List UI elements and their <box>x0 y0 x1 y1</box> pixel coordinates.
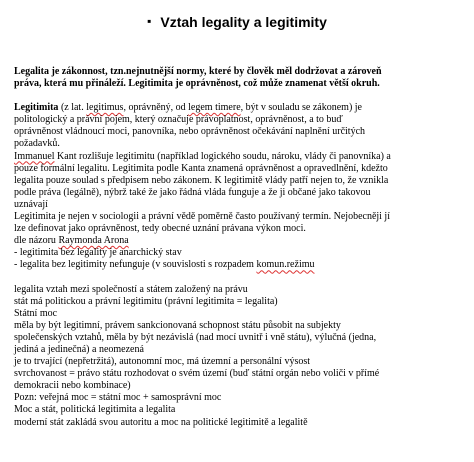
text-line: společenských vztahů, měla by být nezávislá (nad mocí uvnitř i vně státu), výlučná (jedna, <box>14 331 377 343</box>
text-span: , oprávněný, od <box>123 102 189 114</box>
intro-line-2: práva, která mu přináleží. Legitimita je oprávněnost, což může znamenat větší okruh. <box>14 78 380 90</box>
page-title: Vztah legality a legitimity <box>160 14 327 30</box>
text-span: dle názoru <box>14 235 59 247</box>
text-line: legalita vztah mezi společností a státem založený na právu <box>14 283 248 295</box>
latin-term-legem-timere: legem timere <box>188 102 241 114</box>
text-line: je to trvající (nepřetržitá), autonomní moc, má územní a personální výsost <box>14 356 311 368</box>
text-line: demokracii nebo kombinace) <box>14 380 131 392</box>
term-legitimita: Legitimita <box>14 102 59 114</box>
intro-paragraph <box>14 66 458 90</box>
text-line: stát má politickou a právní legitimitu (právní legitimita = legalita) <box>14 295 278 307</box>
name-raymond-aron: Raymonda Arona <box>58 235 129 247</box>
text-line: oprávněnost vládnoucí moci, panovníka, nebo oprávněnost očekávání naplnění určitých <box>14 126 366 138</box>
intro-line-1: Legalita je zákonnost, tzn.nejnutnější normy, které by člověk měl dodržovat a zároveň <box>14 66 382 77</box>
text-line: legalita pouze soulad s předpisem nebo zákonem. K legitimitě vlády patří nejen to, že vznikla <box>14 174 389 186</box>
text-line: měla by být legitimní, právem sankcionovaná schopnost státu působit na subjekty <box>14 319 341 331</box>
state-power-paragraph <box>14 284 458 429</box>
text-line: moderní stát zakládá svou autoritu a moc na politické legitimitě a legalitě <box>14 416 308 428</box>
text-span: (z lat. <box>58 102 87 114</box>
bullet-icon: ▪ <box>147 14 152 28</box>
text-line: lze definovat jako oprávněnost, tedy obecné uznání právana výkon moci. <box>14 223 306 235</box>
list-item: - legalita bez legitimity nefunguje (v souvislosti s rozpadem <box>14 259 257 271</box>
text-line: Státní moc <box>14 307 58 319</box>
legitimita-paragraph <box>14 102 458 271</box>
text-line: pouze formální legalitu. Legitimita podle Kanta znamená oprávněnost a opravedlnění, kdežto <box>14 162 388 174</box>
list-item: - legitimita bez legality je anarchický stav <box>14 247 182 259</box>
document-body <box>14 66 458 429</box>
text-line: jediná a jedinečná) a neomezená <box>14 343 144 355</box>
name-immanuel: Immanuel <box>14 150 55 162</box>
text-line: požadavků. <box>14 138 60 150</box>
text-span: , být v souladu se zákonem) je <box>240 102 362 114</box>
text-line: svrchovanost = právo státu rozhodovat o svém území (buď státní orgán nebo voliči v přímé <box>14 368 380 380</box>
text-line: podle práva (legálně), nýbrž také že jako řádná vláda funguje a že ji občané jako takovou <box>14 186 371 198</box>
document-heading <box>0 14 474 30</box>
paragraph-gap <box>14 272 458 284</box>
latin-term-legitimus: legitimus <box>86 102 124 114</box>
text-span: Kant rozlišuje legitimitu (například logického soudu, nároku, vlády či panovníka) a <box>54 150 391 162</box>
text-line: politologický a právní pojem, který označuje právoplatnost, oprávněnost, a to buď <box>14 114 343 126</box>
text-line: Legitimita je nejen v sociologii a právní vědě poměrně často používaný termín. Nejobecněji jí <box>14 211 390 223</box>
text-line: Moc a stát, politická legitimita a legalita <box>14 404 176 416</box>
text-line: uznávají <box>14 198 48 210</box>
term-komun-rezimu: komun.režimu <box>256 259 315 271</box>
text-line: Pozn: veřejná moc = státní moc + samosprávní moc <box>14 392 222 404</box>
